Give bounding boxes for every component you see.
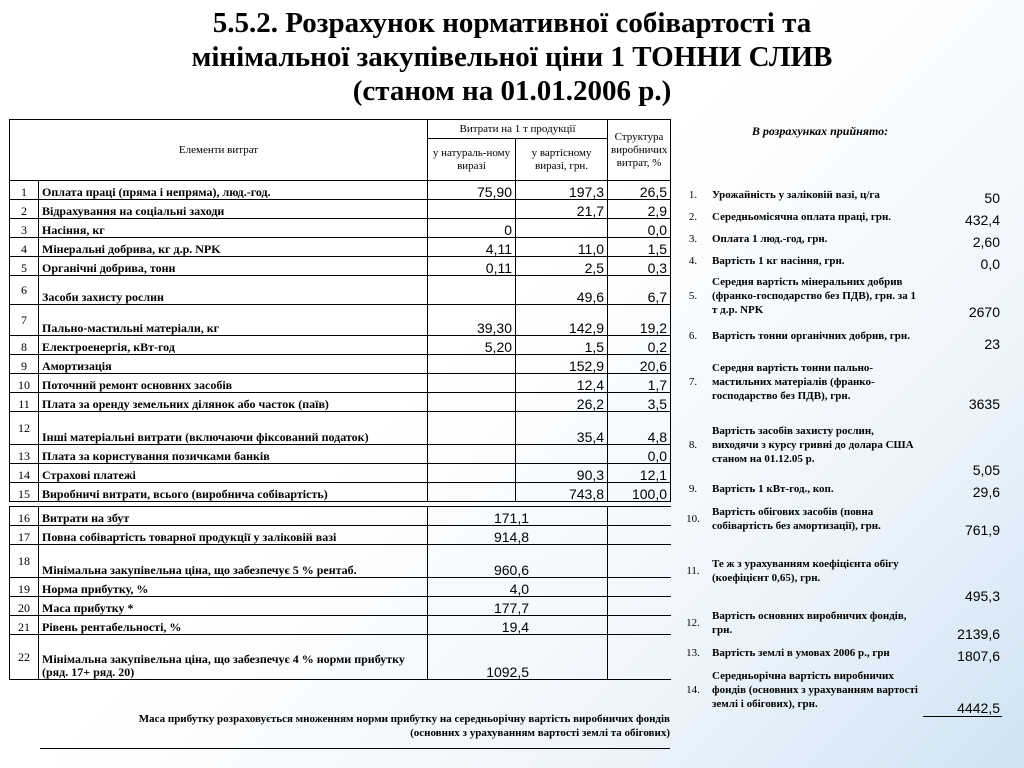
row-name: Витрати на збут bbox=[39, 507, 428, 526]
assumption-text: Вартість землі в умовах 2006 р., грн bbox=[712, 647, 890, 659]
assumption-value: 761,9 bbox=[964, 522, 1000, 538]
row-percent: 4,8 bbox=[608, 412, 671, 445]
assumption-row bbox=[676, 184, 1002, 206]
assumption-number: 6. bbox=[688, 330, 698, 342]
assumption-row bbox=[676, 478, 1002, 500]
row-name: Поточний ремонт основних засобів bbox=[39, 374, 428, 393]
header-costs: Витрати на 1 т продукції bbox=[428, 120, 608, 139]
assumption-row bbox=[676, 206, 1002, 228]
assumption-text: Середня вартість тонни пально-мастильних матеріалів (франко-господарство без ПДВ), грн. bbox=[712, 362, 875, 402]
table-row bbox=[10, 200, 671, 219]
footnote bbox=[40, 712, 670, 740]
row-name: Електроенергія, кВт-год bbox=[39, 336, 428, 355]
row-number: 9 bbox=[10, 355, 39, 374]
row-value: 21,7 bbox=[516, 200, 608, 219]
table-row bbox=[10, 464, 671, 483]
row-value: 49,6 bbox=[516, 276, 608, 305]
row-percent: 20,6 bbox=[608, 355, 671, 374]
row-empty bbox=[608, 597, 671, 616]
row-number: 12 bbox=[10, 412, 39, 445]
row-name: Насіння, кг bbox=[39, 219, 428, 238]
row-number: 8 bbox=[10, 336, 39, 355]
title-line-2: мінімальної закупівельної ціни 1 ТОННИ СЛИВ bbox=[191, 41, 833, 73]
assumption-text: Вартість тонни органічних добрив, грн. bbox=[712, 330, 910, 342]
row-percent: 1,5 bbox=[608, 238, 671, 257]
row-number: 19 bbox=[10, 578, 39, 597]
row-value: 4,0 bbox=[428, 578, 608, 597]
row-number: 22 bbox=[10, 635, 39, 680]
assumption-value: 2,60 bbox=[972, 234, 1000, 250]
row-value: 152,9 bbox=[516, 355, 608, 374]
row-value: 960,6 bbox=[428, 545, 608, 578]
row-empty bbox=[608, 545, 671, 578]
assumptions-table bbox=[676, 184, 1002, 717]
assumption-text: Середня вартість мінеральних добрив (франко-господарство без ПДВ), грн. за 1 т д.р. NPK bbox=[712, 276, 916, 316]
row-natural: 0,11 bbox=[428, 257, 516, 276]
header-elements: Елементи витрат bbox=[10, 120, 428, 181]
row-value: 2,5 bbox=[516, 257, 608, 276]
row-value: 177,7 bbox=[428, 597, 608, 616]
row-percent: 0,2 bbox=[608, 336, 671, 355]
row-natural bbox=[428, 412, 516, 445]
table-row bbox=[10, 257, 671, 276]
row-number: 4 bbox=[10, 238, 39, 257]
table-row bbox=[10, 276, 671, 305]
assumption-row bbox=[676, 352, 1002, 412]
table-row bbox=[10, 597, 671, 616]
table-row bbox=[10, 445, 671, 464]
row-name: Страхові платежі bbox=[39, 464, 428, 483]
row-number: 18 bbox=[10, 545, 39, 578]
row-name: Плата за оренду земельних ділянок або часток (паїв) bbox=[39, 393, 428, 412]
header-value: у вартісному виразі, грн. bbox=[516, 139, 608, 181]
assumption-text: Вартість основних виробничих фондів, грн. bbox=[712, 610, 907, 636]
title-line-3: (станом на 01.01.2006 р.) bbox=[352, 75, 672, 107]
row-number: 21 bbox=[10, 616, 39, 635]
assumption-number: 5. bbox=[688, 290, 698, 302]
row-natural bbox=[428, 200, 516, 219]
assumption-number: 2. bbox=[688, 211, 698, 223]
row-value: 142,9 bbox=[516, 305, 608, 336]
row-number: 11 bbox=[10, 393, 39, 412]
assumption-text: Вартість засобів захисту рослин, виходячи з курсу гривні до долара США станом на 01.12.05 р. bbox=[712, 425, 914, 465]
footnote-divider bbox=[40, 748, 670, 749]
row-natural bbox=[428, 393, 516, 412]
row-number: 20 bbox=[10, 597, 39, 616]
row-number: 15 bbox=[10, 483, 39, 502]
assumption-number: 10. bbox=[686, 513, 700, 525]
assumption-text: Вартість 1 кг насіння, грн. bbox=[712, 255, 845, 267]
row-number: 2 bbox=[10, 200, 39, 219]
table-row bbox=[10, 393, 671, 412]
table-row bbox=[10, 374, 671, 393]
title-line-1: 5.5.2. Розрахунок нормативної собівартості та bbox=[212, 7, 812, 39]
row-number: 16 bbox=[10, 507, 39, 526]
row-name: Органічні добрива, тонн bbox=[39, 257, 428, 276]
row-name: Рівень рентабельності, % bbox=[39, 616, 428, 635]
assumption-number: 11. bbox=[686, 565, 700, 577]
row-name: Мінеральні добрива, кг д.р. NPK bbox=[39, 238, 428, 257]
assumption-text: Оплата 1 люд.-год, грн. bbox=[712, 233, 828, 245]
row-name: Пально-мастильні матеріали, кг bbox=[39, 305, 428, 336]
row-number: 7 bbox=[10, 305, 39, 336]
row-natural: 39,30 bbox=[428, 305, 516, 336]
table-row bbox=[10, 305, 671, 336]
assumption-number: 13. bbox=[686, 647, 700, 659]
row-number: 1 bbox=[10, 181, 39, 200]
assumption-number: 8. bbox=[688, 439, 698, 451]
assumption-row bbox=[676, 642, 1002, 664]
row-name: Інші матеріальні витрати (включаючи фіксований податок) bbox=[39, 412, 428, 445]
table-row bbox=[10, 238, 671, 257]
assumption-value: 1807,6 bbox=[957, 648, 1000, 664]
table-row bbox=[10, 412, 671, 445]
row-natural bbox=[428, 445, 516, 464]
row-name: Плата за користування позичками банків bbox=[39, 445, 428, 464]
assumption-value: 3635 bbox=[968, 396, 1000, 412]
row-value: 19,4 bbox=[428, 616, 608, 635]
assumption-value: 5,05 bbox=[972, 462, 1000, 478]
table-row bbox=[10, 483, 671, 502]
row-value: 743,8 bbox=[516, 483, 608, 502]
table-row bbox=[10, 181, 671, 200]
row-natural: 4,11 bbox=[428, 238, 516, 257]
assumption-number: 7. bbox=[688, 376, 698, 388]
row-name: Повна собівартість товарної продукції у заліковій вазі bbox=[39, 526, 428, 545]
row-name: Засоби захисту рослин bbox=[39, 276, 428, 305]
header-natural: у натураль-ному виразі bbox=[428, 139, 516, 181]
cost-table bbox=[9, 119, 671, 680]
assumption-value: 50 bbox=[984, 190, 1000, 206]
row-number: 10 bbox=[10, 374, 39, 393]
assumption-text: Середньомісячна оплата праці, грн. bbox=[712, 211, 892, 223]
assumption-value: 2670 bbox=[968, 304, 1000, 320]
row-percent: 6,7 bbox=[608, 276, 671, 305]
assumption-value: 2139,6 bbox=[957, 626, 1000, 642]
assumption-value: 4442,5 bbox=[923, 664, 1002, 716]
table-row bbox=[10, 219, 671, 238]
row-value: 171,1 bbox=[428, 507, 608, 526]
assumption-value: 29,6 bbox=[972, 484, 1000, 500]
row-empty bbox=[608, 635, 671, 680]
row-number: 5 bbox=[10, 257, 39, 276]
row-natural bbox=[428, 355, 516, 374]
assumption-value: 23 bbox=[984, 336, 1000, 352]
table-row bbox=[10, 545, 671, 578]
row-number: 17 bbox=[10, 526, 39, 545]
row-natural bbox=[428, 374, 516, 393]
table-row bbox=[10, 578, 671, 597]
row-name: Оплата праці (пряма і непряма), люд.-год. bbox=[39, 181, 428, 200]
row-percent: 2,9 bbox=[608, 200, 671, 219]
table-row bbox=[10, 635, 671, 680]
row-name: Маса прибутку * bbox=[39, 597, 428, 616]
assumption-row bbox=[676, 538, 1002, 604]
row-number: 3 bbox=[10, 219, 39, 238]
assumption-text: Вартість 1 кВт-год., коп. bbox=[712, 483, 834, 495]
row-value: 12,4 bbox=[516, 374, 608, 393]
row-name: Виробничі витрати, всього (виробнича собівартість) bbox=[39, 483, 428, 502]
row-value: 11,0 bbox=[516, 238, 608, 257]
assumption-text: Середньорічна вартість виробничих фондів (основних з урахуванням вартості землі і обігових), грн. bbox=[712, 670, 918, 710]
row-empty bbox=[608, 578, 671, 597]
assumption-row bbox=[676, 412, 1002, 478]
row-natural bbox=[428, 483, 516, 502]
row-name: Норма прибутку, % bbox=[39, 578, 428, 597]
row-natural: 75,90 bbox=[428, 181, 516, 200]
row-natural: 0 bbox=[428, 219, 516, 238]
assumption-value: 0,0 bbox=[980, 256, 1000, 272]
assumption-row bbox=[676, 228, 1002, 250]
assumption-row bbox=[676, 500, 1002, 538]
row-value: 1,5 bbox=[516, 336, 608, 355]
footnote-line-2: (основних з урахуванням вартості землі та обігових) bbox=[410, 727, 670, 739]
row-value: 197,3 bbox=[516, 181, 608, 200]
row-value bbox=[516, 445, 608, 464]
row-percent: 26,5 bbox=[608, 181, 671, 200]
row-name: Амортизація bbox=[39, 355, 428, 374]
assumption-text: Вартість обігових засобів (повна собівартість без амортизації), грн. bbox=[712, 506, 881, 532]
page-title bbox=[0, 6, 1024, 108]
row-percent: 12,1 bbox=[608, 464, 671, 483]
row-natural bbox=[428, 464, 516, 483]
table-row bbox=[10, 336, 671, 355]
row-name: Мінімальна закупівельна ціна, що забезпечує 5 % рентаб. bbox=[39, 545, 428, 578]
assumption-number: 3. bbox=[688, 233, 698, 245]
assumption-value: 432,4 bbox=[964, 212, 1000, 228]
row-percent: 1,7 bbox=[608, 374, 671, 393]
row-name: Мінімальна закупівельна ціна, що забезпечує 4 % норми прибутку (ряд. 17+ ряд. 20) bbox=[39, 635, 428, 680]
row-percent: 19,2 bbox=[608, 305, 671, 336]
row-percent: 0,3 bbox=[608, 257, 671, 276]
row-percent: 3,5 bbox=[608, 393, 671, 412]
row-number: 14 bbox=[10, 464, 39, 483]
row-value: 26,2 bbox=[516, 393, 608, 412]
header-structure: Структура виробничих витрат, % bbox=[608, 120, 671, 181]
row-empty bbox=[608, 616, 671, 635]
assumption-row bbox=[676, 272, 1002, 320]
row-natural: 5,20 bbox=[428, 336, 516, 355]
row-empty bbox=[608, 507, 671, 526]
row-name: Відрахування на соціальні заходи bbox=[39, 200, 428, 219]
assumption-row bbox=[676, 320, 1002, 352]
assumption-number: 9. bbox=[688, 483, 698, 495]
assumption-number: 1. bbox=[688, 189, 698, 201]
row-value bbox=[516, 219, 608, 238]
table-row bbox=[10, 616, 671, 635]
table-row bbox=[10, 355, 671, 374]
assumption-row bbox=[676, 250, 1002, 272]
row-natural bbox=[428, 276, 516, 305]
row-percent: 0,0 bbox=[608, 445, 671, 464]
assumption-row bbox=[676, 604, 1002, 642]
row-value: 914,8 bbox=[428, 526, 608, 545]
footnote-line-1: Маса прибутку розраховується множенням норми прибутку на середньорічну вартість виробничих фондів bbox=[138, 713, 670, 725]
assumption-value: 495,3 bbox=[964, 588, 1000, 604]
row-value: 1092,5 bbox=[428, 635, 608, 680]
row-number: 6 bbox=[10, 276, 39, 305]
row-percent: 0,0 bbox=[608, 219, 671, 238]
assumption-number: 4. bbox=[688, 255, 698, 267]
assumption-text: Те ж з урахуванням коефіцієнта обігу (коефіцієнт 0,65), грн. bbox=[712, 558, 899, 584]
table-row bbox=[10, 526, 671, 545]
assumption-number: 14. bbox=[686, 684, 700, 696]
assumption-text: Урожайність у заліковій вазі, ц/га bbox=[712, 189, 880, 201]
side-title: В розрахунках прийнято: bbox=[751, 124, 889, 138]
row-empty bbox=[608, 526, 671, 545]
row-value: 90,3 bbox=[516, 464, 608, 483]
assumption-row bbox=[676, 664, 1002, 716]
assumption-number: 12. bbox=[686, 617, 700, 629]
table-row bbox=[10, 507, 671, 526]
row-percent: 100,0 bbox=[608, 483, 671, 502]
row-number: 13 bbox=[10, 445, 39, 464]
row-value: 35,4 bbox=[516, 412, 608, 445]
